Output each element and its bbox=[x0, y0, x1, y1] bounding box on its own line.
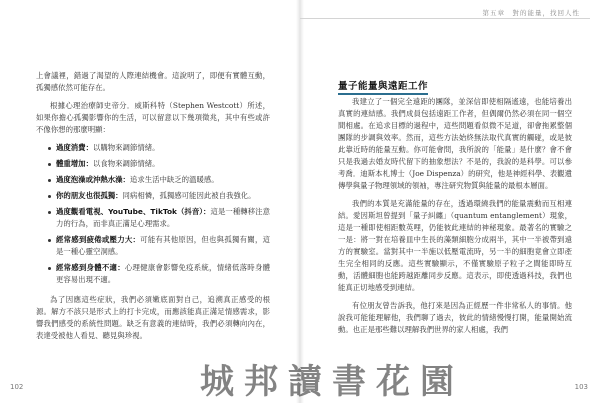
list-item-term: 過度泡澡或沖熱水澡： bbox=[56, 175, 130, 184]
list-item bbox=[48, 158, 270, 170]
list-item-text: 以購物來調節情緒。 bbox=[92, 143, 160, 152]
paragraph: 我建立了一個完全遠距的團隊，並深信即使相隔遙遠，也能培養出真實的連結感。我們成員包括遠距工作者，但偶爾仍然必須在同一個空間相處。在追求目標的過程中，這些問題看似微不足道，卻會拖累整個團隊的步調與效率。然而，這些方法始終無法取代真實的觸碰，或是彼此靠近時的能量互動。你可能會問，我所說的「能量」是什麼？會不會只是我過去婚友時代留下的抽象想法？不是的，我說的是科學。可以參考喬．迪斯本札博士（Joe Dispenza）的研究，他是神經科學、表觀遺傳學與量子物理領域的領袖，專注研究物質與能量的最根本層面。 bbox=[338, 97, 572, 190]
list-item-term: 體重增加： bbox=[56, 159, 93, 168]
list-item-text: 這是一種轉移注意力的行為，而非真正滿足心理需求。 bbox=[56, 207, 270, 228]
list-item-text: 同病相憐，孤獨感可能因此被自我強化。 bbox=[122, 191, 256, 200]
page-number-right: 103 bbox=[574, 383, 588, 391]
list-item-term: 過度觀看電視、YouTube、TikTok（抖音）： bbox=[56, 207, 211, 216]
paragraph: 為了因應這些症狀，我們必須嫩底面對自己，追溯真正感受的根源。解方不該只是形式上的打卡完成，而應該能真正滿足情感需求，影響我們感受的系統性問題。缺乏有意義的連結時，我們必須轉向內在，表達受被他人看見、聽見與珍視。 bbox=[36, 295, 270, 340]
list-item bbox=[48, 142, 270, 154]
list-item-term: 你的朋友也很孤獨： bbox=[56, 191, 123, 200]
left-page bbox=[0, 0, 298, 403]
section-title: 量子能量與遠距工作 bbox=[338, 78, 428, 95]
list-item-text: 心理健康會影響免疫系統，情緒低落時身體更容易出現不適。 bbox=[56, 263, 270, 284]
list-item bbox=[48, 262, 270, 286]
paragraph: 根據心理治療師史帝分．威斯科特（Stephen Westcott）所述，如果你擔心孤獨影響你的生活，可以留意以下幾項徵兆，其中有些或許不像你想的那麼明顯： bbox=[36, 101, 270, 134]
paragraph: 上會議裡，錯過了渴望的人際連結機會。這說明了，即便有實體互動，孤獨感依然可能存在。 bbox=[36, 71, 270, 92]
symptom-list bbox=[36, 142, 270, 286]
list-item bbox=[48, 234, 270, 258]
list-item-text: 以食物來調節情緒。 bbox=[92, 159, 160, 168]
list-item bbox=[48, 174, 270, 186]
publisher-watermark: 城邦讀書花園 bbox=[200, 362, 464, 402]
running-header: 第五章 對的能量，找回人性 bbox=[482, 9, 580, 17]
list-item-term: 經常感到疲倦或壓力大： bbox=[56, 235, 141, 244]
right-page-body bbox=[338, 96, 572, 342]
paragraph: 有位朋友曾告訴我，他打來是因為正經歷一件非常私人的事情。他說我可能能理解他，我們聊了過去，彼此的情緒慢慢打開，能量開始流動。也正是那些難以理解我們世界的家人相處，我們 bbox=[338, 301, 572, 334]
list-item-text: 追求生活中缺乏的溫暖感。 bbox=[129, 175, 219, 184]
paragraph: 我們的本質是充滿能量的存在，透過環繞我們的能量震動而互相連結。愛因斯坦曾提到「量子糾纏」（quantum entanglement）現象，這是一種即使相距數英哩，仍能彼此連結的神秘現象。最著名的實驗之一是：將一對在培養皿中生長的藻類細胞分成兩半，其中一半被帶到遠方的實驗室。當對其中一半施以低壓電流時，另一半的細胞竟會立即產生完全相同的反應。這些實驗顯示，不僅實驗原子粒子之間能即時互動，活體細胞也能跨越距離同步反應。這表示，即使透過科技，我們也能真正切地感受到連結。 bbox=[338, 199, 572, 292]
list-item bbox=[48, 206, 270, 230]
list-item-term: 經常感到身體不適： bbox=[56, 263, 125, 272]
list-item-term: 過度消費： bbox=[56, 143, 93, 152]
list-item bbox=[48, 190, 270, 202]
left-page-body bbox=[36, 70, 270, 348]
list-item-text: 可能有其他原因，但也與孤獨有關，這是一種心靈空洞感。 bbox=[56, 235, 270, 256]
page-number-left: 102 bbox=[10, 383, 24, 391]
